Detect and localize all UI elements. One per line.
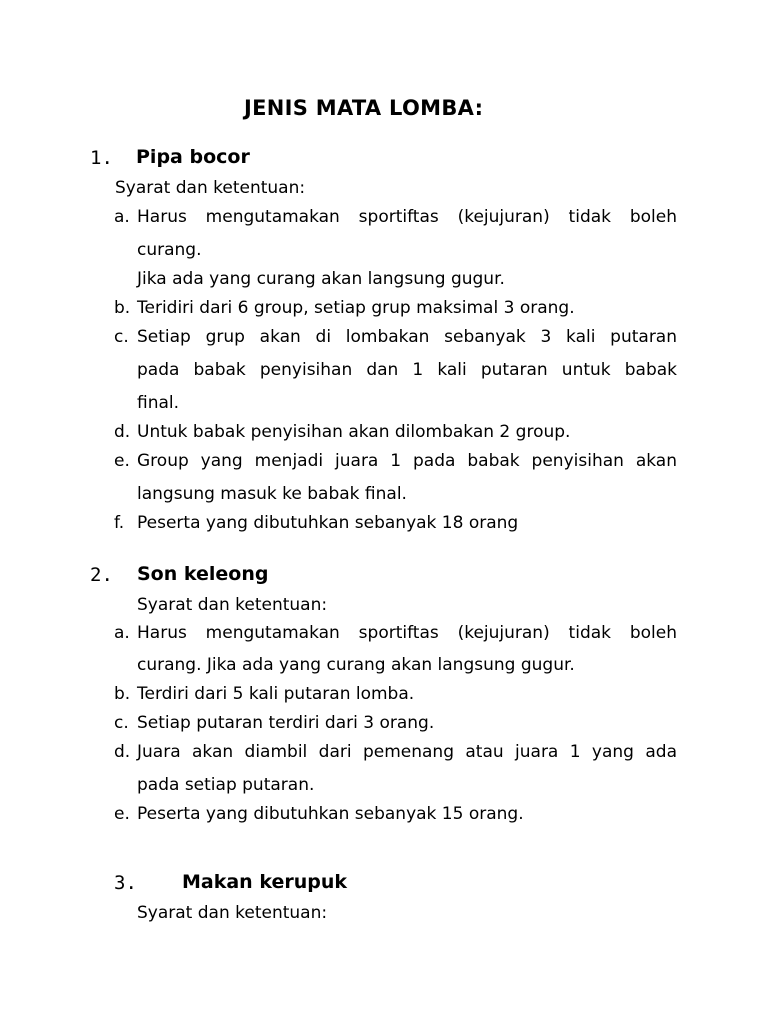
- section-title: Makan kerupuk: [182, 871, 347, 893]
- item-line: Peserta yang dibutuhkan sebanyak 18 orang: [137, 513, 519, 533]
- item-line: curang. Jika ada yang curang akan langsung gugur.: [137, 655, 575, 675]
- item-line: Harus mengutamakan sportiftas (kejujuran) tidak boleh: [137, 623, 677, 643]
- item-label: b.: [114, 684, 131, 704]
- item-line: Setiap putaran terdiri dari 3 orang.: [137, 713, 435, 733]
- item-label: a.: [114, 207, 130, 227]
- item-line: Teridiri dari 6 group, setiap grup maksimal 3 orang.: [137, 298, 575, 318]
- item-line: Group yang menjadi juara 1 pada babak penyisihan akan: [137, 451, 677, 471]
- section-intro: Syarat dan ketentuan:: [115, 178, 306, 198]
- item-line: langsung masuk ke babak final.: [137, 484, 407, 504]
- item-label: c.: [114, 713, 129, 733]
- section-title: Son keleong: [137, 563, 269, 585]
- item-line: pada babak penyisihan dan 1 kali putaran untuk babak: [137, 360, 677, 380]
- section-intro: Syarat dan ketentuan:: [137, 595, 328, 615]
- section-intro: Syarat dan ketentuan:: [137, 903, 328, 923]
- item-line: Untuk babak penyisihan akan dilombakan 2 group.: [137, 422, 571, 442]
- item-line: curang.: [137, 240, 202, 260]
- item-label: f.: [114, 513, 125, 533]
- item-label: e.: [114, 804, 130, 824]
- item-line: Peserta yang dibutuhkan sebanyak 15 orang.: [137, 804, 524, 824]
- section-number: 1.: [90, 147, 113, 169]
- section-title: Pipa bocor: [136, 146, 250, 168]
- item-label: d.: [114, 742, 131, 762]
- section-number: 3.: [114, 872, 137, 894]
- item-line: Setiap grup akan di lombakan sebanyak 3 kali putaran: [137, 327, 677, 347]
- item-line: Harus mengutamakan sportiftas (kejujuran) tidak boleh: [137, 207, 677, 227]
- item-label: c.: [114, 327, 129, 347]
- item-label: d.: [114, 422, 131, 442]
- item-label: b.: [114, 298, 131, 318]
- page-title: JENIS MATA LOMBA:: [244, 96, 484, 120]
- item-label: a.: [114, 623, 130, 643]
- section-number: 2.: [90, 564, 113, 586]
- item-line: Juara akan diambil dari pemenang atau juara 1 yang ada: [137, 742, 677, 762]
- item-line: Jika ada yang curang akan langsung gugur.: [137, 269, 505, 289]
- item-line: Terdiri dari 5 kali putaran lomba.: [137, 684, 415, 704]
- item-label: e.: [114, 451, 130, 471]
- item-line: final.: [137, 393, 180, 413]
- item-line: pada setiap putaran.: [137, 775, 315, 795]
